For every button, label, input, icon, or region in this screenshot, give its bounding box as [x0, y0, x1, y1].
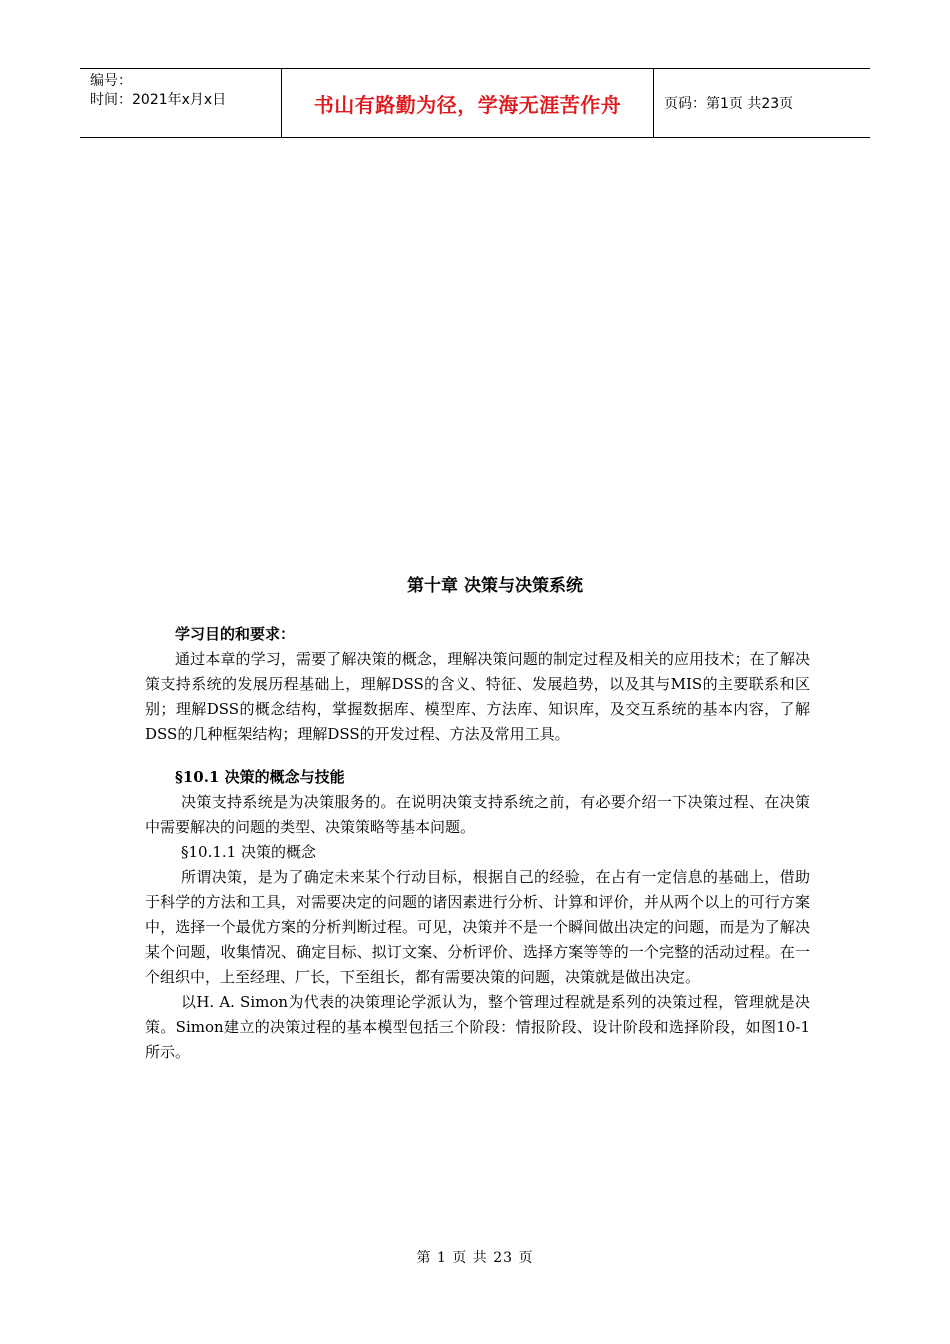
- page-footer: 第 1 页 共 23 页: [416, 1250, 534, 1266]
- section-10-1-1-heading: §10.1.1 决策的概念: [181, 843, 316, 861]
- document-body: [145, 622, 810, 1065]
- document-time-label: 时间：2021年x月x日: [90, 92, 227, 108]
- header-page-cell: [654, 69, 870, 137]
- chapter-title: 第十章 决策与决策系统: [407, 576, 583, 596]
- page-header: [80, 68, 870, 138]
- header-page-info: 页码：第1页 共23页: [664, 96, 794, 112]
- section-10-1-paragraph: 决策支持系统是为决策服务的。在说明决策支持系统之前，有必要介绍一下决策过程、在决策中需要解决的问题的类型、决策策略等基本问题。: [145, 793, 810, 836]
- header-meta-cell: [80, 69, 282, 137]
- goals-heading: 学习目的和要求：: [175, 625, 296, 643]
- goals-paragraph: 通过本章的学习，需要了解决策的概念，理解决策问题的制定过程及相关的应用技术；在了解决策支持系统的发展历程基础上，理解DSS的含义、特征、发展趋势，以及其与MIS的主要联系和区别；理解DSS的概念结构，掌握数据库、模型库、方法库、知识库，及交互系统的基本内容，了解DSS的几种框架结构；理解DSS的开发过程、方法及常用工具。: [145, 650, 810, 743]
- header-motto: 书山有路勤为径，学海无涯苦作舟: [313, 92, 622, 117]
- document-number-label: 编号：: [90, 73, 132, 89]
- section-spacer: [145, 747, 810, 765]
- section-10-1-1-paragraph: 所谓决策，是为了确定未来某个行动目标，根据自己的经验，在占有一定信息的基础上，借助于科学的方法和工具，对需要决定的问题的诸因素进行分析、计算和评价，并从两个以上的可行方案中，选择一个最优方案的分析判断过程。可见，决策并不是一个瞬间做出决定的问题，而是为了解决某个问题，收集情况、确定目标、拟订文案、分析评价、选择方案等等的一个完整的活动过程。在一个组织中，上至经理、厂长，下至组长，都有需要决策的问题，决策就是做出决定。: [145, 868, 810, 986]
- header-motto-cell: [282, 69, 654, 137]
- section-10-1-heading: §10.1 决策的概念与技能: [175, 768, 345, 786]
- simon-paragraph: 以H. A. Simon为代表的决策理论学派认为，整个管理过程就是系列的决策过程，管理就是决策。Simon建立的决策过程的基本模型包括三个阶段：情报阶段、设计阶段和选择阶段，如图10-1所示。: [145, 993, 810, 1061]
